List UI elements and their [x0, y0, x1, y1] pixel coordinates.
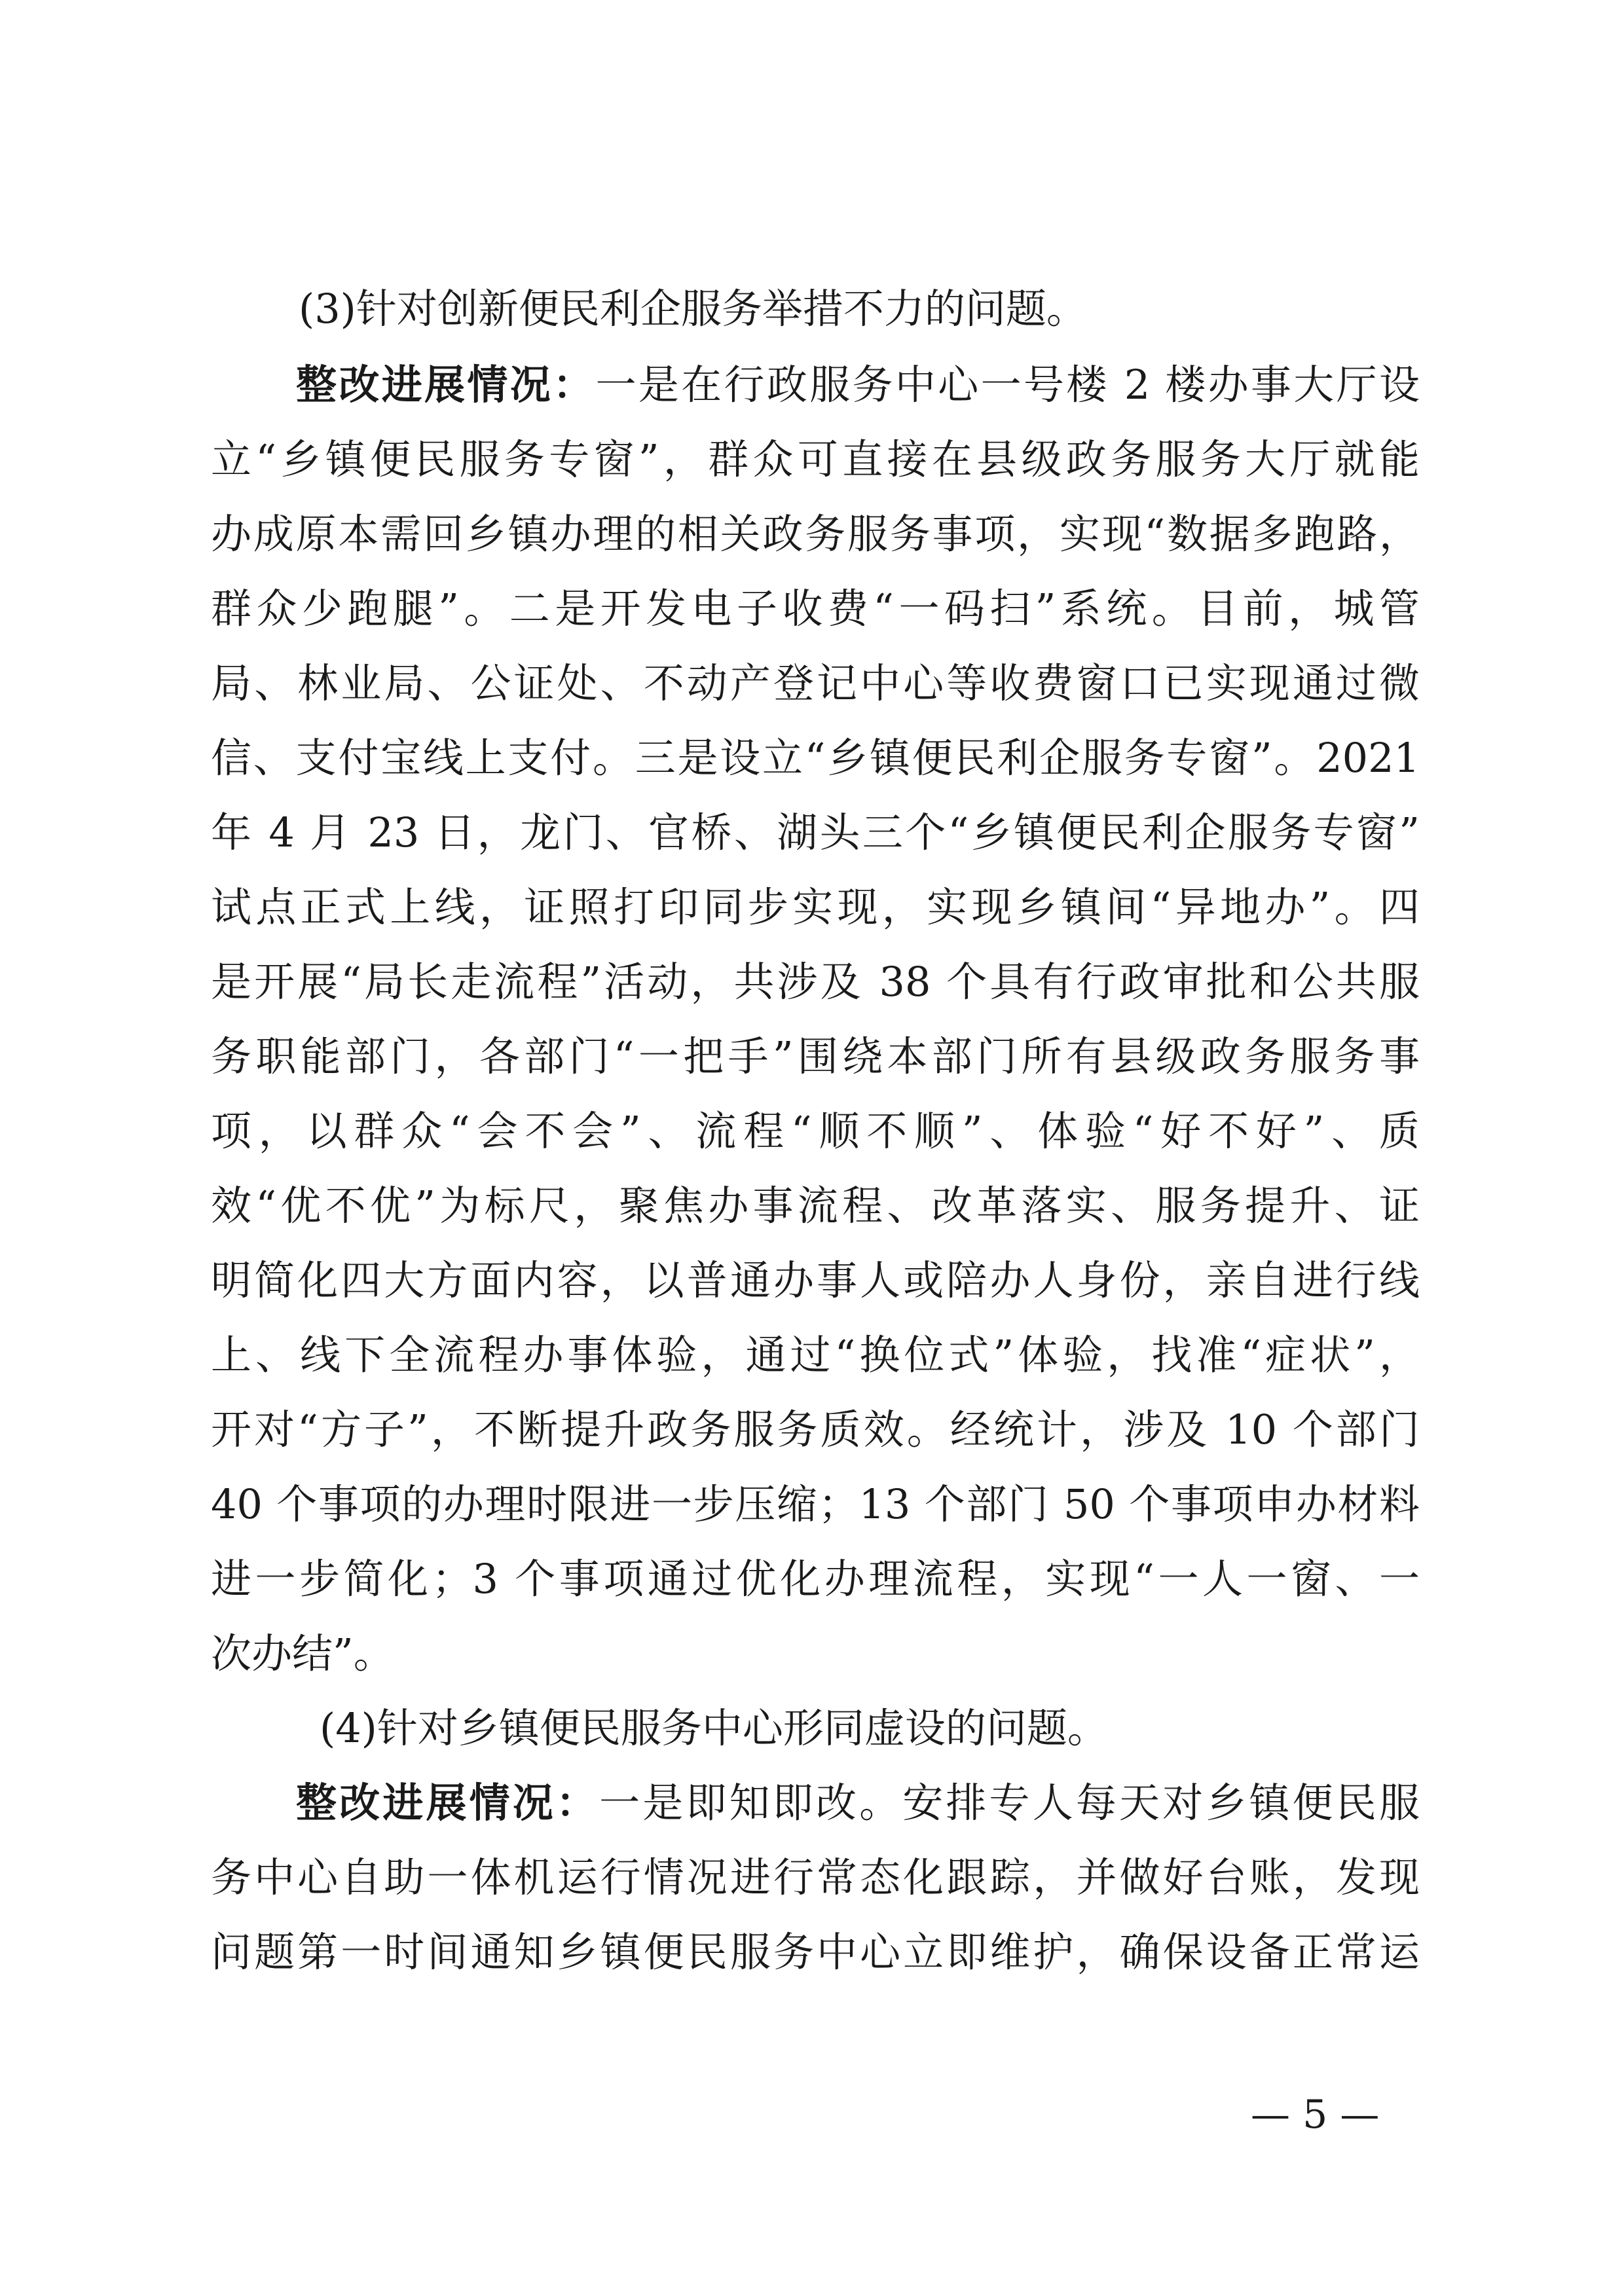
section-3-line-14: 开对“方子”，不断提升政务服务质效。经统计，涉及 10 个部门 — [211, 1406, 1420, 1453]
section-3-line-13: 上、线下全流程办事体验，通过“换位式”体验，找准“症状”， — [211, 1331, 1420, 1379]
section-3-line-12: 明简化四大方面内容，以普通办事人或陪办人身份，亲自进行线 — [211, 1256, 1420, 1304]
section-4-line-1: 务中心自助一体机运行情况进行常态化跟踪，并做好台账，发现 — [211, 1853, 1420, 1901]
section-4-heading: (4)针对乡镇便民服务中心形同虚设的问题。 — [320, 1704, 1108, 1752]
section-4-progress-label: 整改进展情况： — [296, 1779, 600, 1827]
section-3-progress-label: 整改进展情况： — [296, 361, 596, 409]
section-4-line-0: 一是即知即改。安排专人每天对乡镇便民服 — [599, 1779, 1420, 1827]
section-4-paragraph-first-line — [296, 1777, 1420, 1829]
section-3-line-3: 群众少跑腿”。二是开发电子收费“一码扫”系统。目前，城管 — [211, 585, 1420, 632]
section-3-line-1: 立“乡镇便民服务专窗”，群众可直接在县级政务服务大厅就能 — [211, 435, 1420, 483]
section-3-line-6: 年 4 月 23 日，龙门、官桥、湖头三个“乡镇便民利企服务专窗” — [211, 809, 1420, 856]
section-3-line-17: 次办结”。 — [211, 1630, 394, 1677]
section-3-line-5: 信、支付宝线上支付。三是设立“乡镇便民利企服务专窗”。2021 — [211, 734, 1420, 782]
section-3-line-15: 40 个事项的办理时限进一步压缩；13 个部门 50 个事项申办材料 — [211, 1480, 1420, 1528]
section-3-line-11: 效“优不优”为标尺，聚焦办事流程、改革落实、服务提升、证 — [211, 1182, 1420, 1230]
section-3-line-2: 办成原本需回乡镇办理的相关政务服务事项，实现“数据多跑路， — [211, 510, 1420, 558]
section-3-line-0: 一是在行政服务中心一号楼 2 楼办事大厅设 — [595, 361, 1420, 409]
section-3-line-8: 是开展“局长走流程”活动，共涉及 38 个具有行政审批和公共服 — [211, 958, 1420, 1006]
section-3-line-16: 进一步简化；3 个事项通过优化办理流程，实现“一人一窗、一 — [211, 1555, 1420, 1603]
section-3-line-7: 试点正式上线，证照打印同步实现，实现乡镇间“异地办”。四 — [211, 883, 1420, 931]
section-3-line-4: 局、林业局、公证处、不动产登记中心等收费窗口已实现通过微 — [211, 659, 1420, 707]
section-3-heading: (3)针对创新便民利企服务举措不力的问题。 — [299, 285, 1087, 333]
section-3-line-9: 务职能部门，各部门“一把手”围绕本部门所有县级政务服务事 — [211, 1032, 1420, 1080]
section-3-paragraph-first-line — [296, 359, 1420, 411]
page-number: — 5 — — [1251, 2092, 1380, 2138]
section-4-line-2: 问题第一时间通知乡镇便民服务中心立即维护，确保设备正常运 — [211, 1928, 1420, 1976]
section-3-line-10: 项，以群众“会不会”、流程“顺不顺”、体验“好不好”、质 — [211, 1107, 1420, 1155]
